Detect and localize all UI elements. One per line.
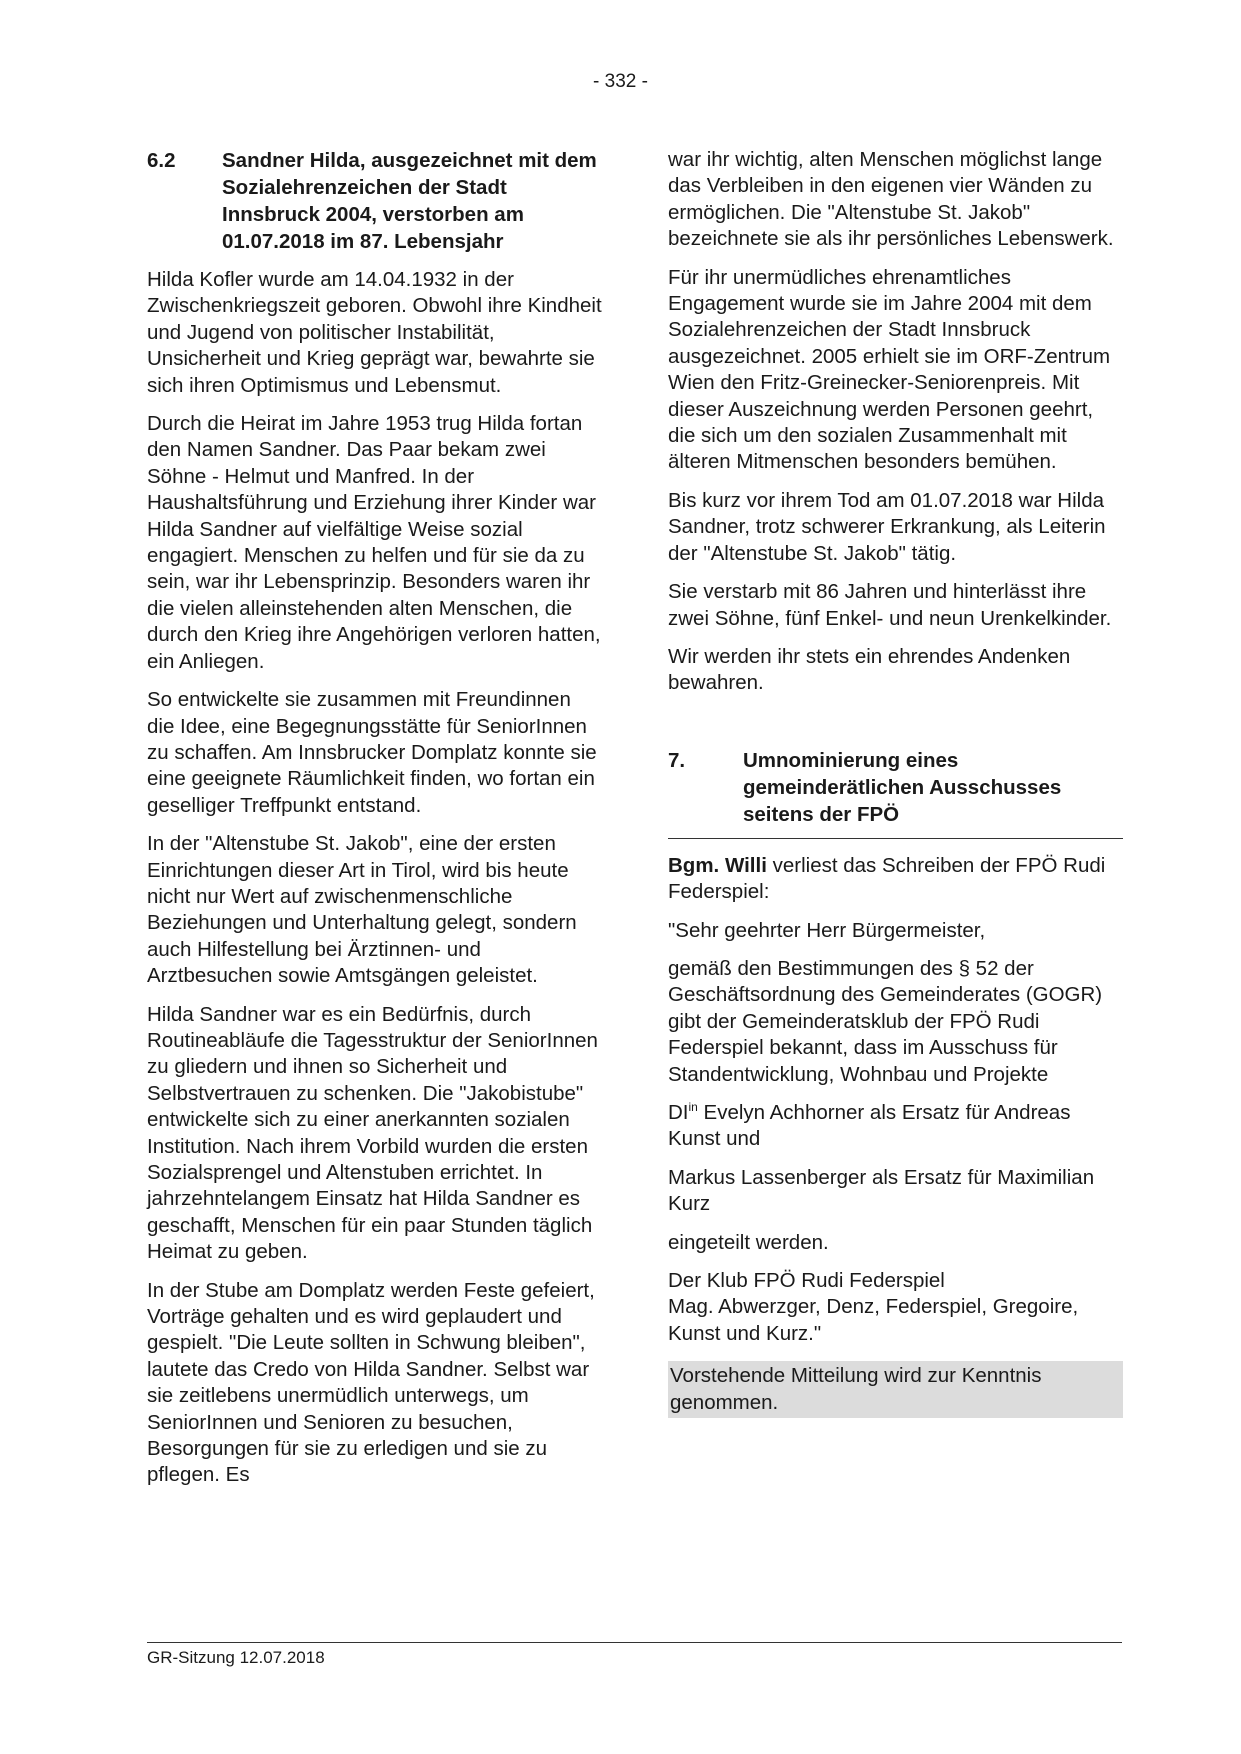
- intro-text: verliest das Schreiben der FPÖ Rudi Federspiel:: [668, 853, 1106, 904]
- left-column: [147, 147, 602, 1501]
- paragraph: Sie verstarb mit 86 Jahren und hinterlässt ihre zwei Söhne, fünf Enkel- und neun Urenkelkinder.: [668, 580, 1112, 630]
- paragraph: Hilda Sandner war es ein Bedürfnis, durch Routineabläufe die Tagesstruktur der SeniorInnen zu gliedern und ihnen so Sicherheit und Selbstvertrauen zu schenken. Die "Jakobistube" entwickelte sich zu einer anerkannten sozialen Institution. Nach ihrem Vorbild wurden die ersten Sozialsprengel und Altenstuben errichtet. In jahrzehntelangem Einsatz hat Hilda Sandner es geschafft, Menschen für ein paar Stunden täglich Heimat zu geben.: [147, 1002, 598, 1264]
- assigned-line: eingeteilt werden.: [668, 1230, 829, 1254]
- paragraph: Hilda Kofler wurde am 14.04.1932 in der Zwischenkriegszeit geboren. Obwohl ihre Kindheit und Jugend von politischer Instabilität, Unsicherheit und Krieg geprägt war, bewahrte sie sich ihren Optimismus und Lebensmut.: [147, 268, 602, 397]
- signature-line-1: Der Klub FPÖ Rudi Federspiel: [668, 1269, 945, 1292]
- signature: [668, 1268, 1123, 1347]
- title-superscript: in: [688, 1100, 698, 1115]
- footer: GR-Sitzung 12.07.2018: [147, 1648, 325, 1667]
- page-number: - 332 -: [593, 71, 648, 92]
- paragraph: Durch die Heirat im Jahre 1953 trug Hilda fortan den Namen Sandner. Das Paar bekam zwei Söhne - Helmut und Manfred. In der Haushaltsführung und Erziehung ihrer Kinder war Hilda Sandner auf vielfältige Weise sozial engagiert. Menschen zu helfen und für sie da zu sein, war ihr Lebensprinzip. Besonders waren ihr die vielen alleinstehenden alten Menschen, die durch den Krieg ihre Angehörigen verloren hatten, ein Anliegen.: [147, 412, 601, 673]
- replacement-2: Markus Lassenberger als Ersatz für Maximilian Kurz: [668, 1165, 1095, 1216]
- section-divider: [668, 838, 1123, 839]
- paragraph: In der "Altenstube St. Jakob", eine der ersten Einrichtungen dieser Art in Tirol, wird bis heute nicht nur Wert auf zwischenmenschliche Beziehungen und Unterhaltung gelegt, sondern auch Hilfestellung bei Ärztinnen- und Arztbesuchen sowie Amtsgängen geleistet.: [147, 832, 577, 988]
- replacement-1-text: Evelyn Achhorner als Ersatz für Andreas Kunst und: [668, 1100, 1071, 1151]
- paragraph: Bis kurz vor ihrem Tod am 01.07.2018 war Hilda Sandner, trotz schwerer Erkrankung, als Leiterin der "Altenstube St. Jakob" tätig.: [668, 488, 1106, 565]
- signature-line-2: Mag. Abwerzger, Denz, Federspiel, Gregoire, Kunst und Kurz.": [668, 1295, 1079, 1345]
- section-number: 6.2: [147, 149, 176, 172]
- letter-body: gemäß den Bestimmungen des § 52 der Geschäftsordnung des Gemeinderates (GOGR) gibt der Gemeinderatsklub der FPÖ Rudi Federspiel bekannt, dass im Ausschuss für Standentwicklung, Wohnbau und Projekte: [668, 956, 1103, 1086]
- section-7-heading: [668, 747, 1123, 828]
- intro-paragraph: [668, 853, 1123, 906]
- paragraph: In der Stube am Domplatz werden Feste gefeiert, Vorträge gehalten und es wird geplaudert und gespielt. "Die Leute sollten in Schwung bleiben", lautete das Credo von Hilda Sandner. Selbst war sie zeitlebens unermüdlich unterwegs, um SeniorInnen und Senioren zu besuchen, Besorgungen für sie zu erledigen und sie zu pflegen. Es: [147, 1278, 595, 1487]
- footer-divider: [147, 1642, 1122, 1643]
- paragraph: war ihr wichtig, alten Menschen möglichst lange das Verbleiben in den eigenen vier Wänden zu ermöglichen. Die "Altenstube St. Jakob" bezeichnete sie als ihr persönliches Lebenswerk.: [668, 148, 1114, 251]
- paragraph: Für ihr unermüdliches ehrenamtliches Engagement wurde sie im Jahre 2004 mit dem Sozialehrenzeichen der Stadt Innsbruck ausgezeichnet. 2005 erhielt sie im ORF-Zentrum Wien den Fritz-Greinecker-Seniorenpreis. Mit dieser Auszeichnung werden Personen geehrt, die sich um den sozialen Zusammenhalt mit älteren Mitmenschen besonders bemühen.: [668, 265, 1111, 474]
- section-title: Sandner Hilda, ausgezeichnet mit dem Sozialehrenzeichen der Stadt Innsbruck 2004, verstorben am 01.07.2018 im 87. Lebensjahr: [222, 149, 597, 253]
- salutation: "Sehr geehrter Herr Bürgermeister,: [668, 918, 986, 942]
- paragraph: Wir werden ihr stets ein ehrendes Andenken bewahren.: [668, 644, 1071, 695]
- replacement-1: [668, 1100, 1123, 1153]
- speaker-name: Bgm. Willi: [668, 853, 767, 877]
- title-abbrev: DI: [668, 1100, 689, 1124]
- paragraph: So entwickelte sie zusammen mit Freundinnen die Idee, eine Begegnungsstätte für SeniorInnen zu schaffen. Am Innsbrucker Domplatz konnte sie eine geeignete Räumlichkeit finden, wo fortan ein geselliger Treffpunkt entstand.: [147, 688, 597, 817]
- result-text: Vorstehende Mitteilung wird zur Kenntnis genommen.: [670, 1364, 1042, 1414]
- section-number: 7.: [668, 748, 686, 772]
- section-7: [668, 747, 1123, 1418]
- section-6-2-heading: [147, 147, 602, 255]
- section-title: Umnominierung eines gemeinderätlichen Ausschusses seitens der FPÖ: [743, 748, 1062, 826]
- right-column: [668, 147, 1123, 1418]
- result-box: [668, 1361, 1123, 1418]
